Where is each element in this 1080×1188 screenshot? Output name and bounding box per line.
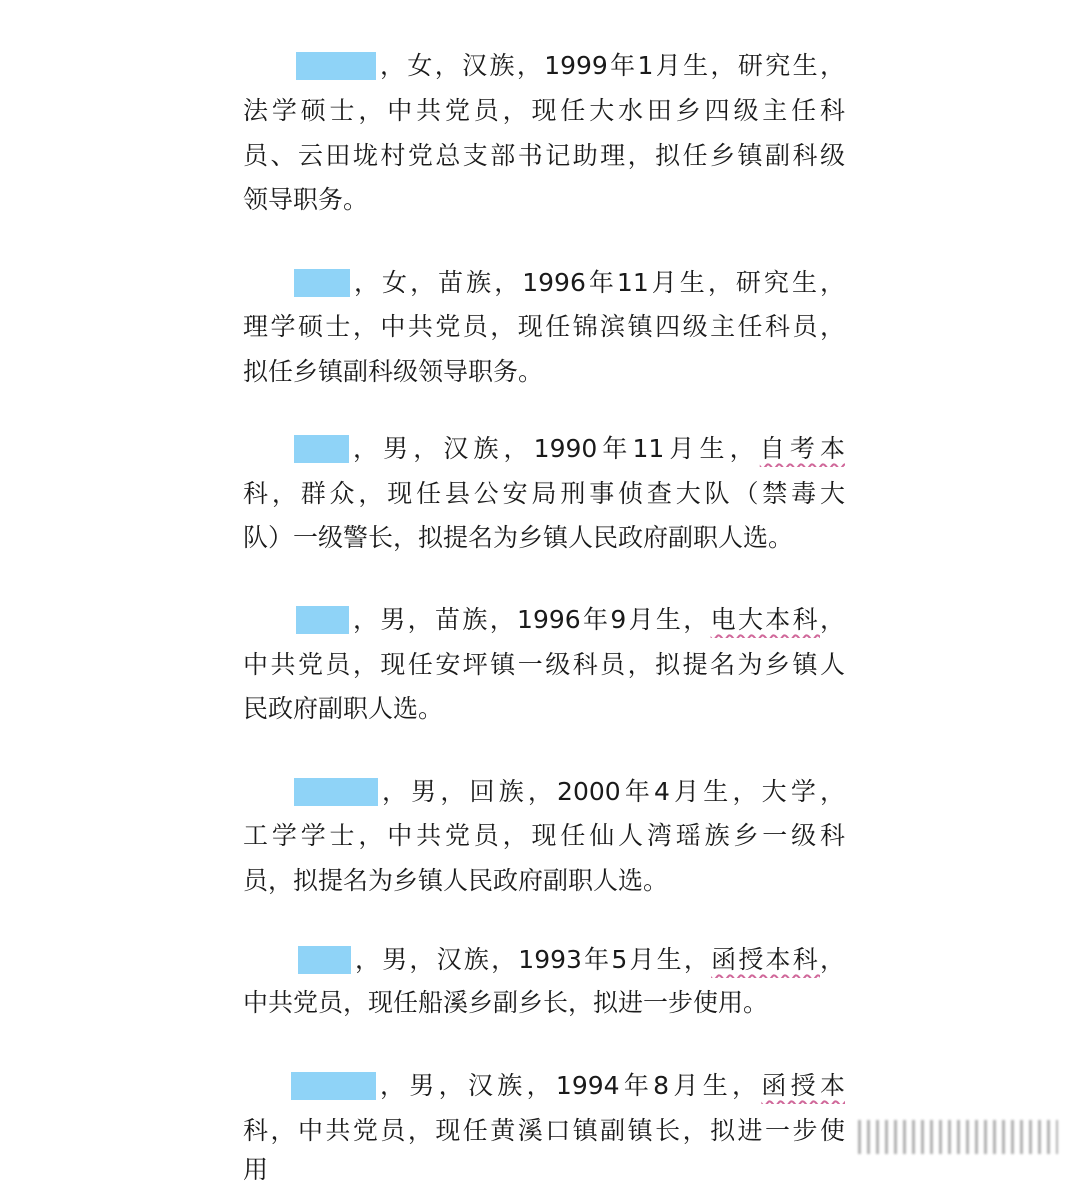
text-line xyxy=(243,863,845,899)
line-text xyxy=(243,985,768,1021)
text-segment: ， xyxy=(819,605,845,634)
line-text xyxy=(243,476,845,512)
text-segment: ，男，汉族，1990年11月生， xyxy=(353,434,760,463)
text-segment: 科，中共党员，现任黄溪口镇副镇长，拟进一步使 xyxy=(243,1116,845,1145)
text-segment: ，女，汉族，1999年1月生，研究生， xyxy=(380,51,845,80)
redacted-name xyxy=(294,778,378,806)
line-text xyxy=(243,647,845,683)
spellcheck-underlined-text: 自考本 xyxy=(759,434,845,463)
text-line xyxy=(296,602,845,638)
text-segment: 员，拟提名为乡镇人民政府副职人选。 xyxy=(243,866,669,895)
redacted-name xyxy=(294,269,350,297)
text-line xyxy=(243,647,845,683)
spellcheck-underlined-text: 电大本科 xyxy=(710,605,820,634)
line-text xyxy=(243,182,368,218)
text-line xyxy=(296,48,845,84)
text-segment: ， xyxy=(819,945,845,974)
text-line xyxy=(243,1113,845,1149)
redacted-name xyxy=(296,606,349,634)
text-line xyxy=(243,354,845,390)
line-text xyxy=(243,863,668,899)
line-text xyxy=(243,1152,268,1188)
text-segment: 科，群众，现任县公安局刑事侦查大队（禁毒大 xyxy=(243,479,845,508)
line-text xyxy=(380,1068,845,1104)
text-line xyxy=(243,309,845,345)
text-segment: 理学硕士，中共党员，现任锦滨镇四级主任科员， xyxy=(243,312,845,341)
spellcheck-underlined-text: 函授本 xyxy=(761,1071,845,1100)
text-segment: 中共党员，现任安坪镇一级科员，拟提名为乡镇人 xyxy=(243,650,845,679)
text-segment: 队）一级警长，拟提名为乡镇人民政府副职人选。 xyxy=(243,523,794,552)
text-segment: 拟任乡镇副科级领导职务。 xyxy=(243,357,544,386)
line-text xyxy=(354,265,845,301)
text-line xyxy=(294,265,845,301)
text-segment: ，男，回族，2000年4月生，大学， xyxy=(382,777,845,806)
line-text xyxy=(243,520,793,556)
redacted-name xyxy=(298,946,351,974)
line-text xyxy=(380,48,845,84)
text-line xyxy=(298,942,845,978)
line-text xyxy=(353,431,845,467)
line-text xyxy=(243,354,543,390)
line-text xyxy=(382,774,845,810)
line-text xyxy=(243,1113,845,1149)
text-line xyxy=(294,774,845,810)
text-segment: ，男，苗族，1996年9月生， xyxy=(353,605,711,634)
text-line xyxy=(243,182,845,218)
line-text xyxy=(353,602,845,638)
redacted-name xyxy=(296,52,376,80)
text-segment: 员、云田垅村党总支部书记助理，拟任乡镇副科级 xyxy=(243,141,845,170)
text-line xyxy=(243,476,845,512)
watermark-logo xyxy=(858,1120,1058,1154)
text-line xyxy=(243,520,845,556)
spellcheck-underlined-text: 函授本科 xyxy=(711,945,820,974)
redacted-name xyxy=(294,435,349,463)
text-line xyxy=(243,93,845,129)
line-text xyxy=(355,942,845,978)
line-text xyxy=(243,691,443,727)
text-segment: 领导职务。 xyxy=(243,185,369,214)
line-text xyxy=(243,309,845,345)
text-line xyxy=(291,1068,845,1104)
line-text xyxy=(243,93,845,129)
text-segment: 工学学士，中共党员，现任仙人湾瑶族乡一级科 xyxy=(243,821,845,850)
text-segment: ，男，汉族，1994年8月生， xyxy=(380,1071,762,1100)
text-line xyxy=(243,1152,845,1188)
line-text xyxy=(243,138,845,174)
text-segment: 民政府副职人选。 xyxy=(243,694,444,723)
text-segment: 用 xyxy=(243,1155,269,1184)
text-segment: ，男，汉族，1993年5月生， xyxy=(355,945,712,974)
text-line xyxy=(243,985,845,1021)
text-line xyxy=(243,818,845,854)
text-line xyxy=(243,691,845,727)
text-line xyxy=(243,138,845,174)
line-text xyxy=(243,818,845,854)
text-line xyxy=(294,431,845,467)
redacted-name xyxy=(291,1072,376,1100)
text-segment: 法学硕士，中共党员，现任大水田乡四级主任科 xyxy=(243,96,845,125)
text-segment: ，女，苗族，1996年11月生，研究生， xyxy=(354,268,845,297)
text-segment: 中共党员，现任船溪乡副乡长，拟进一步使用。 xyxy=(243,988,769,1017)
